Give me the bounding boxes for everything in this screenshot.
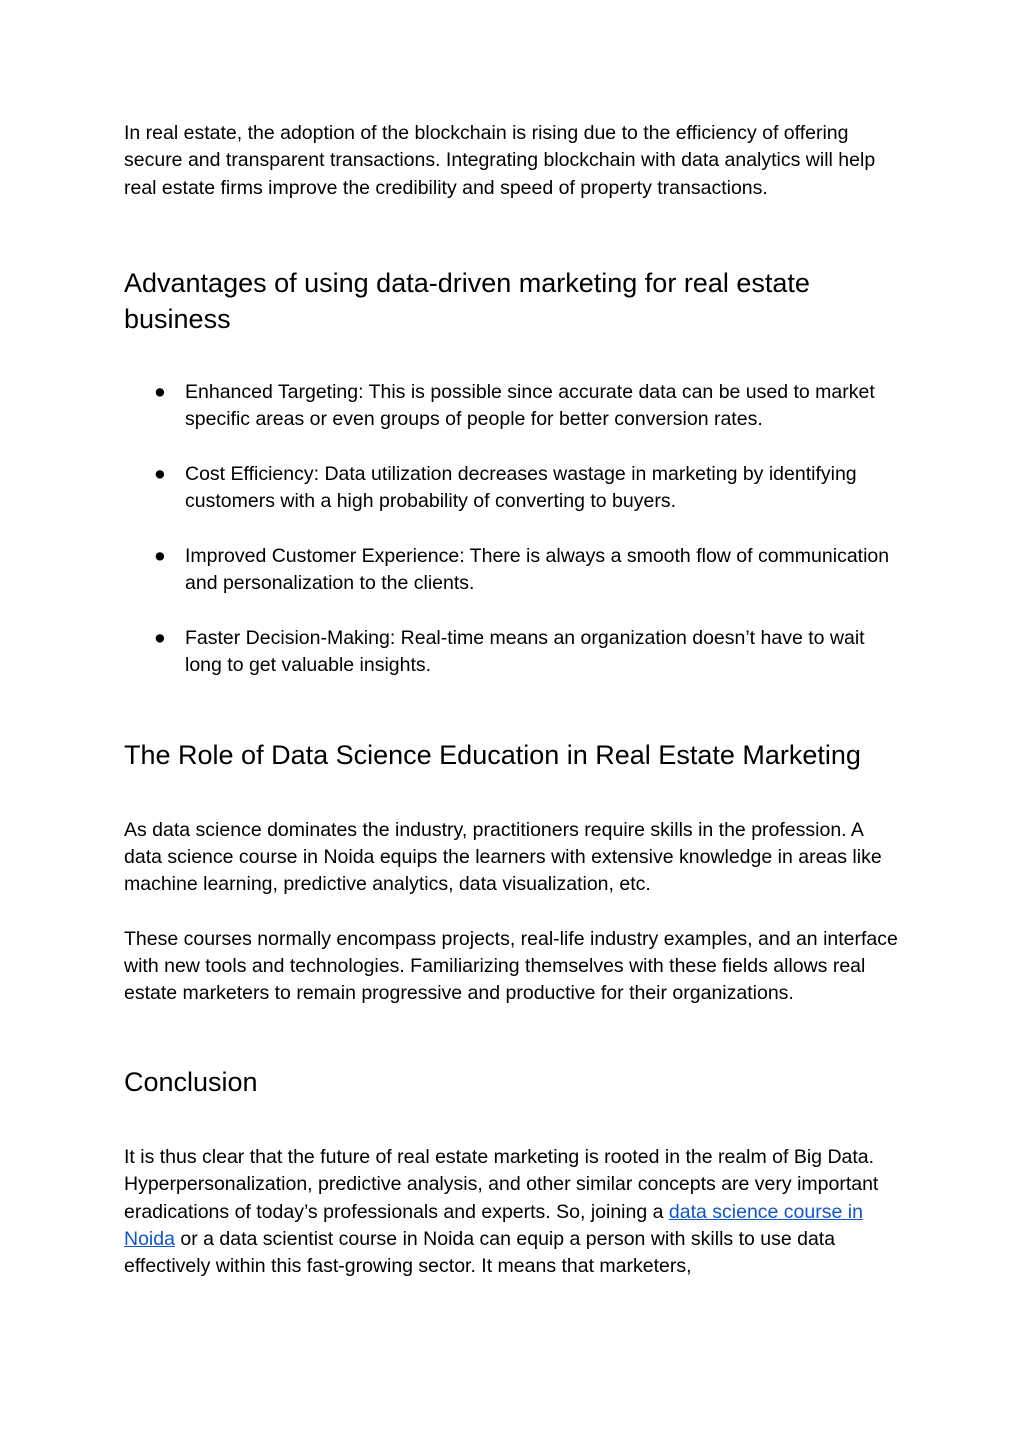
bullet-icon: ● [154, 544, 166, 567]
spacer [124, 774, 904, 817]
advantages-list [124, 379, 904, 679]
list-item-text: Faster Decision-Making: Real-time means an organization doesn’t have to wait long to get valuable insights. [185, 626, 865, 676]
spacer [124, 1101, 904, 1144]
list-item-text: Enhanced Targeting: This is possible since accurate data can be used to market specific areas or even groups of people for better conversion rates. [185, 380, 875, 431]
data-science-course-link[interactable]: data science course in Noida [124, 1200, 863, 1250]
conclusion-heading: Conclusion [124, 1067, 258, 1098]
spacer [124, 679, 904, 737]
conclusion-text-before-link: It is thus clear that the future of real estate marketing is rooted in the realm of Big Data. Hyperpersonalization, predictive analysis, and other similar concepts are very important eradications of today’s professionals and experts. So, joining a [124, 1145, 879, 1223]
bullet-icon: ● [154, 380, 166, 403]
spacer [124, 338, 904, 379]
conclusion-paragraph [124, 1144, 904, 1280]
education-paragraph-1: As data science dominates the industry, practitioners require skills in the profession. A data science course in Noida equips the learners with extensive knowledge in areas like machine learning, predictive analytics, data visualization, etc. [124, 818, 882, 896]
bullet-icon: ● [154, 462, 166, 485]
list-item-text: Cost Efficiency: Data utilization decreases wastage in marketing by identifying customers with a high probability of converting to buyers. [185, 462, 857, 513]
education-heading: The Role of Data Science Education in Real Estate Marketing [124, 740, 861, 771]
spacer [124, 899, 904, 926]
education-paragraph-2: These courses normally encompass projects, real-life industry examples, and an interface with new tools and technologies. Familiarizing themselves with these fields allows real estate marketers to remain progressive and productive for their organizations. [124, 927, 898, 1005]
bullet-icon: ● [154, 626, 166, 649]
conclusion-text-after-link: or a data scientist course in Noida can equip a person with skills to use data effectively within this fast-growing sector. It means that marketers, [124, 1227, 836, 1278]
advantages-heading: Advantages of using data-driven marketing for real estate business [124, 267, 810, 335]
spacer [124, 1007, 904, 1064]
list-item [124, 543, 904, 598]
list-item [124, 625, 904, 680]
spacer [124, 202, 904, 265]
list-item [124, 461, 904, 516]
list-item [124, 379, 904, 434]
list-item-text: Improved Customer Experience: There is always a smooth flow of communication and personalization to the clients. [185, 544, 890, 594]
document-page [124, 120, 904, 1280]
intro-paragraph: In real estate, the adoption of the blockchain is rising due to the efficiency of offering secure and transparent transactions. Integrating blockchain with data analytics will help real estate firms improve the credibility and speed of property transactions. [124, 122, 876, 199]
